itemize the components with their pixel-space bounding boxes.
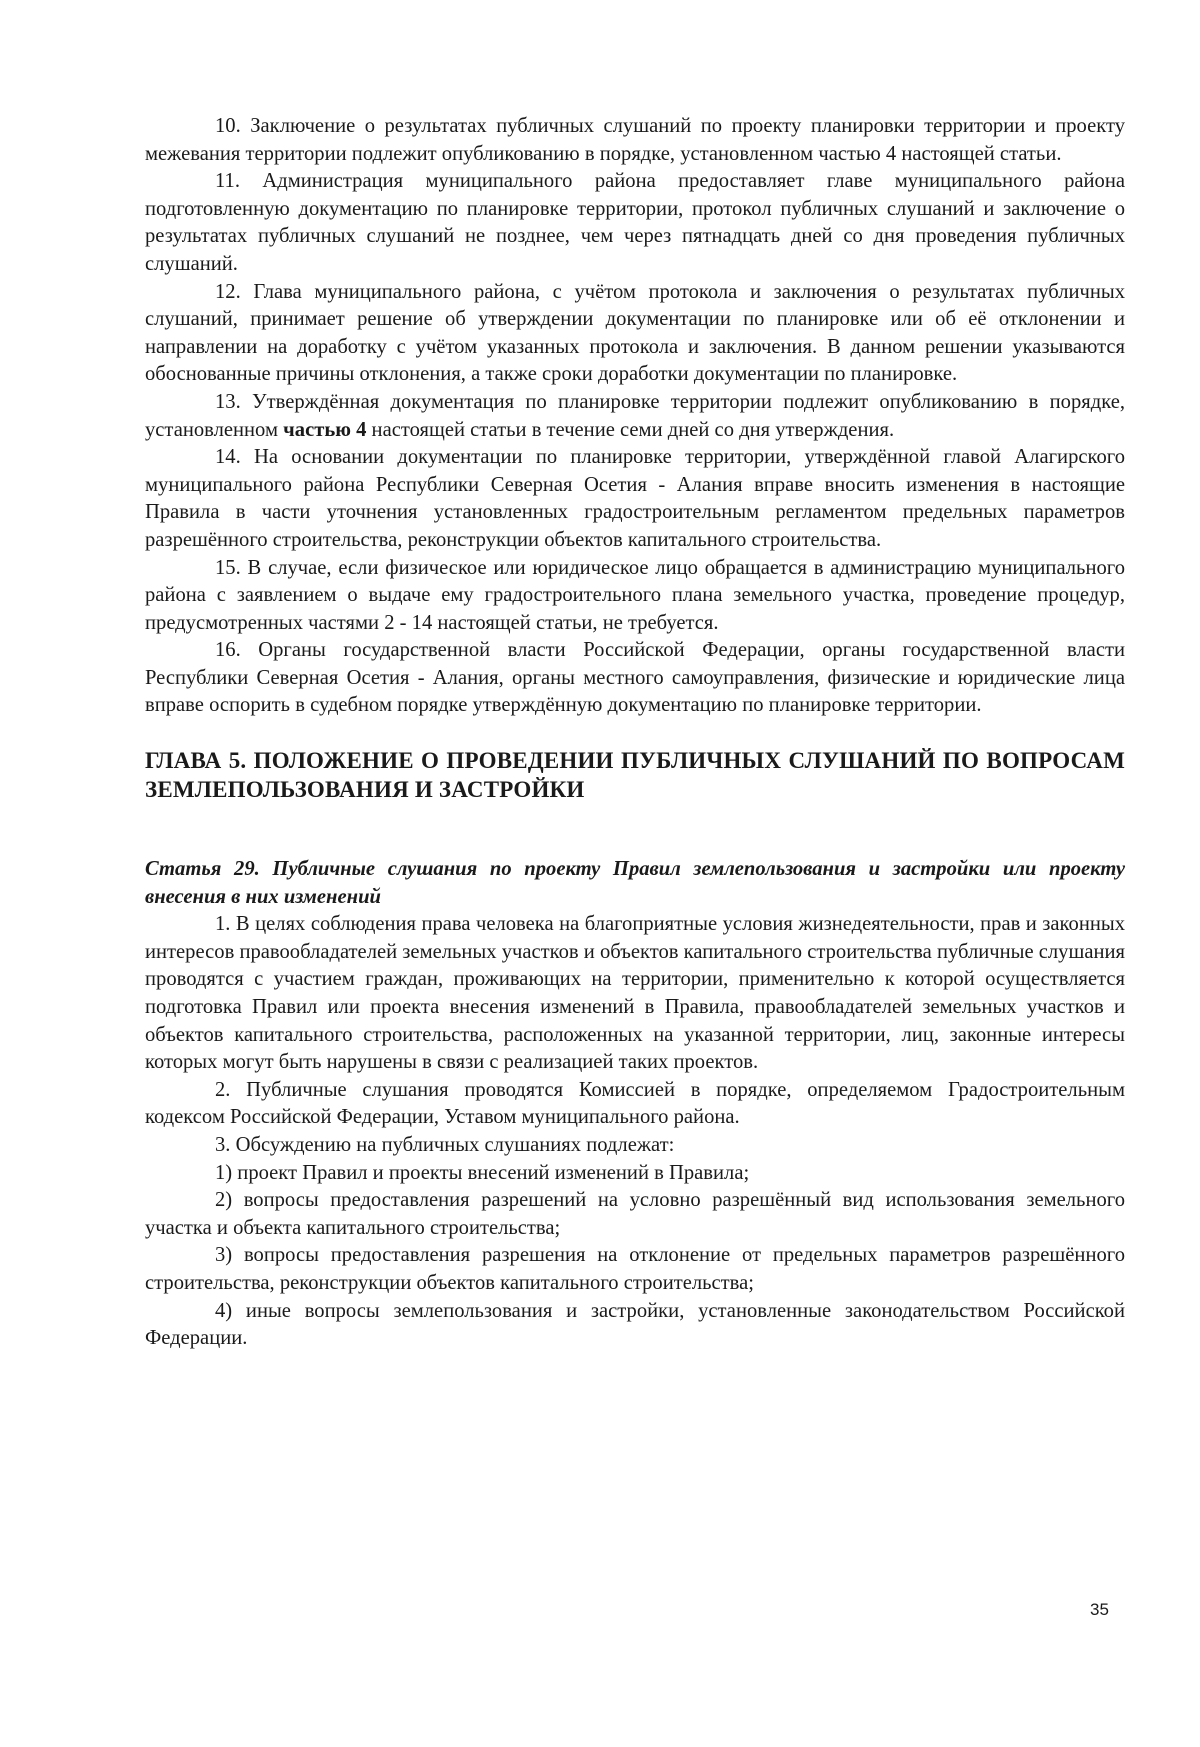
paragraph-13-text-start: 13. Утверждённая документация по планировке территории подлежит опубликованию в порядке, установленном <box>145 390 1125 441</box>
paragraph-13-bold-ref: частью 4 <box>283 418 367 441</box>
article-heading: Статья 29. Публичные слушания по проекту Правил землепользования и застройки или проекту внесения в них изменений <box>145 858 1125 908</box>
chapter-heading: ГЛАВА 5. ПОЛОЖЕНИЕ О ПРОВЕДЕНИИ ПУБЛИЧНЫХ СЛУШАНИЙ ПО ВОПРОСАМ ЗЕМЛЕПОЛЬЗОВАНИЯ И ЗАСТРОЙКИ <box>145 748 1125 803</box>
list-item-2: 2) вопросы предоставления разрешений на условно разрешённый вид использования земельного участка и объекта капитального строительства; <box>145 1189 1125 1239</box>
list-item-3: 3) вопросы предоставления разрешения на отклонение от предельных параметров разрешённого строительства, реконструкции объектов капитального строительства; <box>145 1244 1125 1294</box>
paragraph-15: 15. В случае, если физическое или юридическое лицо обращается в администрацию муниципального района с заявлением о выдаче ему градостроительного плана земельного участка, проведение процедур, предусмотренных частями 2 - 14 настоящей статьи, не требуется. <box>145 556 1125 634</box>
list-item-1: 1) проект Правил и проекты внесений изменений в Правила; <box>215 1161 750 1184</box>
paragraph-13 <box>145 389 1125 444</box>
document-page <box>145 113 1125 1353</box>
article-paragraph-1: 1. В целях соблюдения права человека на благоприятные условия жизнедеятельности, прав и законных интересов правообладателей земельных участков и объектов капитального строительства публичные слушания проводятся с участием граждан, проживающих на территории, применительно к которой осуществляется подготовка Правил или проекта внесения изменений в Правила, правообладателей земельных участков и объектов капитального строительства, расположенных на указанной территории, лиц, законные интересы которых могут быть нарушены в связи с реализацией таких проектов. <box>145 913 1125 1074</box>
paragraph-11: 11. Администрация муниципального района предоставляет главе муниципального района подготовленную документацию по планировке территории, протокол публичных слушаний и заключение о результатах публичных слушаний не позднее, чем через пятнадцать дней со дня проведения публичных слушаний. <box>145 170 1125 275</box>
paragraph-10: 10. Заключение о результатах публичных слушаний по проекту планировки территории и проекту межевания территории подлежит опубликованию в порядке, установленном частью 4 настоящей статьи. <box>145 115 1125 165</box>
paragraph-16: 16. Органы государственной власти Российской Федерации, органы государственной власти Республики Северная Осетия - Алания, органы местного самоуправления, физические и юридические лица вправе оспорить в судебном порядке утверждённую документацию по планировке территории. <box>145 639 1125 717</box>
list-item-4: 4) иные вопросы землепользования и застройки, установленные законодательством Российской Федерации. <box>145 1299 1125 1350</box>
paragraph-14: 14. На основании документации по планировке территории, утверждённой главой Алагирского муниципального района Республики Северная Осетия - Алания вправе вносить изменения в настоящие Правила в части уточнения установленных градостроительным регламентом предельных параметров разрешённого строительства, реконструкции объектов капитального строительства. <box>145 446 1125 551</box>
paragraph-13-text-end: настоящей статьи в течение семи дней со дня утверждения. <box>366 418 895 441</box>
page-number: 35 <box>1090 1600 1109 1619</box>
article-paragraph-3: 3. Обсуждению на публичных слушаниях подлежат: <box>215 1134 675 1156</box>
paragraph-12: 12. Глава муниципального района, с учётом протокола и заключения о результатах публичных слушаний, принимает решение об утверждении документации по планировке или об её отклонении и направлении на доработку с учётом указанных протокола и заключения. В данном решении указываются обоснованные причины отклонения, а также сроки доработки документации по планировке. <box>145 280 1125 386</box>
article-paragraph-2: 2. Публичные слушания проводятся Комиссией в порядке, определяемом Градостроительным кодексом Российской Федерации, Уставом муниципального района. <box>145 1078 1125 1129</box>
